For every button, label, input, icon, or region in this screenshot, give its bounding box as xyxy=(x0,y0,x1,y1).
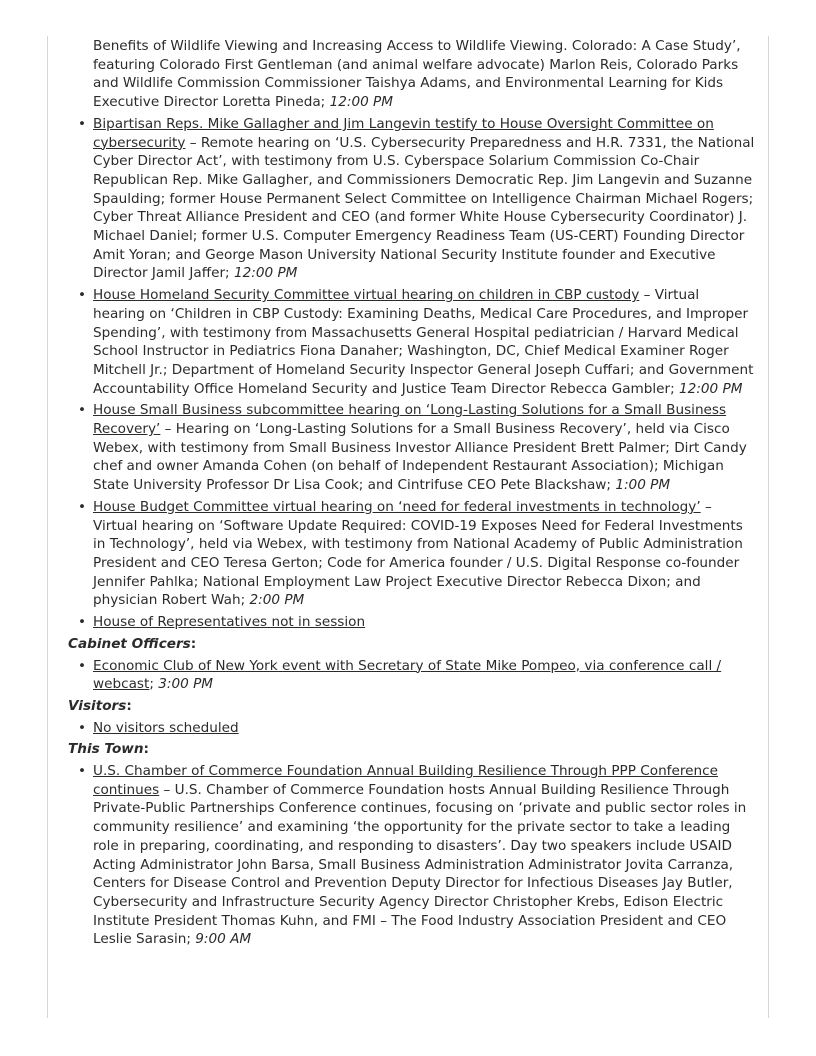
event-link[interactable]: House Budget Committee virtual hearing on ‘need for federal investments in technology’ xyxy=(93,498,701,515)
event-link[interactable]: Bipartisan Reps. Mike Gallagher and Jim Langevin testify to House Oversight Committee on cybersecurity xyxy=(93,115,714,151)
event-time: 12:00 PM xyxy=(679,380,743,397)
heading-colon: : xyxy=(190,635,197,652)
heading-text: Visitors xyxy=(68,697,127,714)
event-time: 2:00 PM xyxy=(249,592,305,609)
event-link[interactable]: U.S. Chamber of Commerce Foundation Annual Building Resilience Through PPP Conference continues xyxy=(93,763,718,798)
heading-colon: : xyxy=(126,697,132,714)
cabinet-list xyxy=(93,657,755,694)
visitors-list xyxy=(93,719,755,738)
congress-list xyxy=(93,115,755,632)
event-link[interactable]: House Small Business subcommittee hearing on ‘Long-Lasting Solutions for a Small Business Recovery’ xyxy=(93,402,727,438)
list-item xyxy=(93,401,755,495)
event-description: – Virtual hearing on ‘Children in CBP Custody: Examining Deaths, Medical Care Procedures, and Improper Spending’, with testimony from Massachusetts General Hospital pediatrician / Harvard Medical School Instructor in Pediatrics Fiona Danaher; Washington, DC, Chief Medical Examiner Roger Mitchell Jr.; Department of Homeland Security Inspector General Joseph Cuffari; and Government Accountability Office Homeland Security and Justice Team Director Rebecca Gambler; xyxy=(93,287,754,397)
this-town-list xyxy=(93,762,755,949)
list-item xyxy=(93,719,755,738)
event-link[interactable]: No visitors scheduled xyxy=(93,719,239,736)
event-time: 3:00 PM xyxy=(158,676,214,693)
heading-text: Cabinet Officers xyxy=(68,635,191,652)
event-description: – Virtual hearing on ‘Software Update Required: COVID-19 Exposes Need for Federal Investments in Technology’, held via Webex, with testimony from National Academy of Public Administration President and CEO Teresa Gerton; Code for America founder / U.S. Digital Response co-founder Jennifer Pahlka; National Employment Law Project Executive Director Rebecca Dixon; and physician Robert Wah; xyxy=(93,498,743,609)
section-heading-visitors xyxy=(68,697,755,716)
schedule-content xyxy=(68,37,755,952)
event-time: 9:00 AM xyxy=(195,931,252,948)
event-time: 12:00 PM xyxy=(233,265,298,282)
heading-colon: : xyxy=(143,741,149,758)
event-description: – Hearing on ‘Long-Lasting Solutions for a Small Business Recovery’, held via Cisco Webex, with testimony from Small Business Investor Alliance President Brett Palmer; Dirt Candy chef and owner Amanda Cohen (on behalf of Independent Restaurant Association); Michigan State University Professor Dr Lisa Cook; and Cintrifuse CEO Pete Blackshaw; xyxy=(93,421,747,494)
list-item xyxy=(93,286,755,398)
section-heading-cabinet xyxy=(68,635,755,654)
list-item xyxy=(93,762,755,949)
event-description: Benefits of Wildlife Viewing and Increasing Access to Wildlife Viewing. Colorado: A Case Study’, featuring Colorado First Gentleman (and animal welfare advocate) Marlon Reis, Colorado Parks and Wildlife Commission Commissioner Taishya Adams, and Environmental Learning for Kids Executive Director Loretta Pineda; xyxy=(93,38,741,111)
event-time: 1:00 PM xyxy=(615,477,671,494)
event-link[interactable]: House Homeland Security Committee virtual hearing on children in CBP custody xyxy=(93,287,640,304)
list-item xyxy=(93,498,755,610)
event-link[interactable]: Economic Club of New York event with Secretary of State Mike Pompeo, via conference call / webcast xyxy=(93,657,722,693)
list-item xyxy=(93,657,755,694)
list-item xyxy=(93,115,755,283)
event-description: ; xyxy=(149,676,159,693)
list-item xyxy=(93,613,755,632)
event-description: – Remote hearing on ‘U.S. Cybersecurity Preparedness and H.R. 7331, the National Cyber Director Act’, with testimony from U.S. Cyberspace Solarium Commission Co-Chair Republican Rep. Mike Gallagher, and Commissioners Democratic Rep. Jim Langevin and Suzanne Spaulding; former House Permanent Select Committee on Intelligence Chairman Michael Rogers; Cyber Threat Alliance President and CEO (and former White House Cybersecurity Coordinator) J. Michael Daniel; former U.S. Computer Emergency Readiness Team (US-CERT) Founding Director Amit Yoran; and George Mason University National Security Institute founder and Executive Director Jamil Jaffer; xyxy=(93,134,755,282)
section-heading-this-town xyxy=(68,740,755,759)
heading-text: This Town xyxy=(68,741,144,758)
previous-item-continuation xyxy=(93,37,755,112)
event-link[interactable]: House of Representatives not in session xyxy=(93,614,366,631)
event-time: 12:00 PM xyxy=(329,94,393,111)
event-description: – U.S. Chamber of Commerce Foundation hosts Annual Building Resilience Through Private-Public Partnerships Conference continues, focusing on ‘private and public sector roles in community resilience’ and examining ‘the opportunity for the private sector to take a leading role in preparing, coordinating, and responding to disasters’. Day two speakers include USAID Acting Administrator John Barsa, Small Business Administration Administrator Jovita Carranza, Centers for Disease Control and Prevention Deputy Director for Infectious Diseases Jay Butler, Cybersecurity and Infrastructure Security Agency Director Christopher Krebs, Edison Electric Institute President Thomas Kuhn, and FMI – The Food Industry Association President and CEO Leslie Sarasin; xyxy=(93,781,747,948)
